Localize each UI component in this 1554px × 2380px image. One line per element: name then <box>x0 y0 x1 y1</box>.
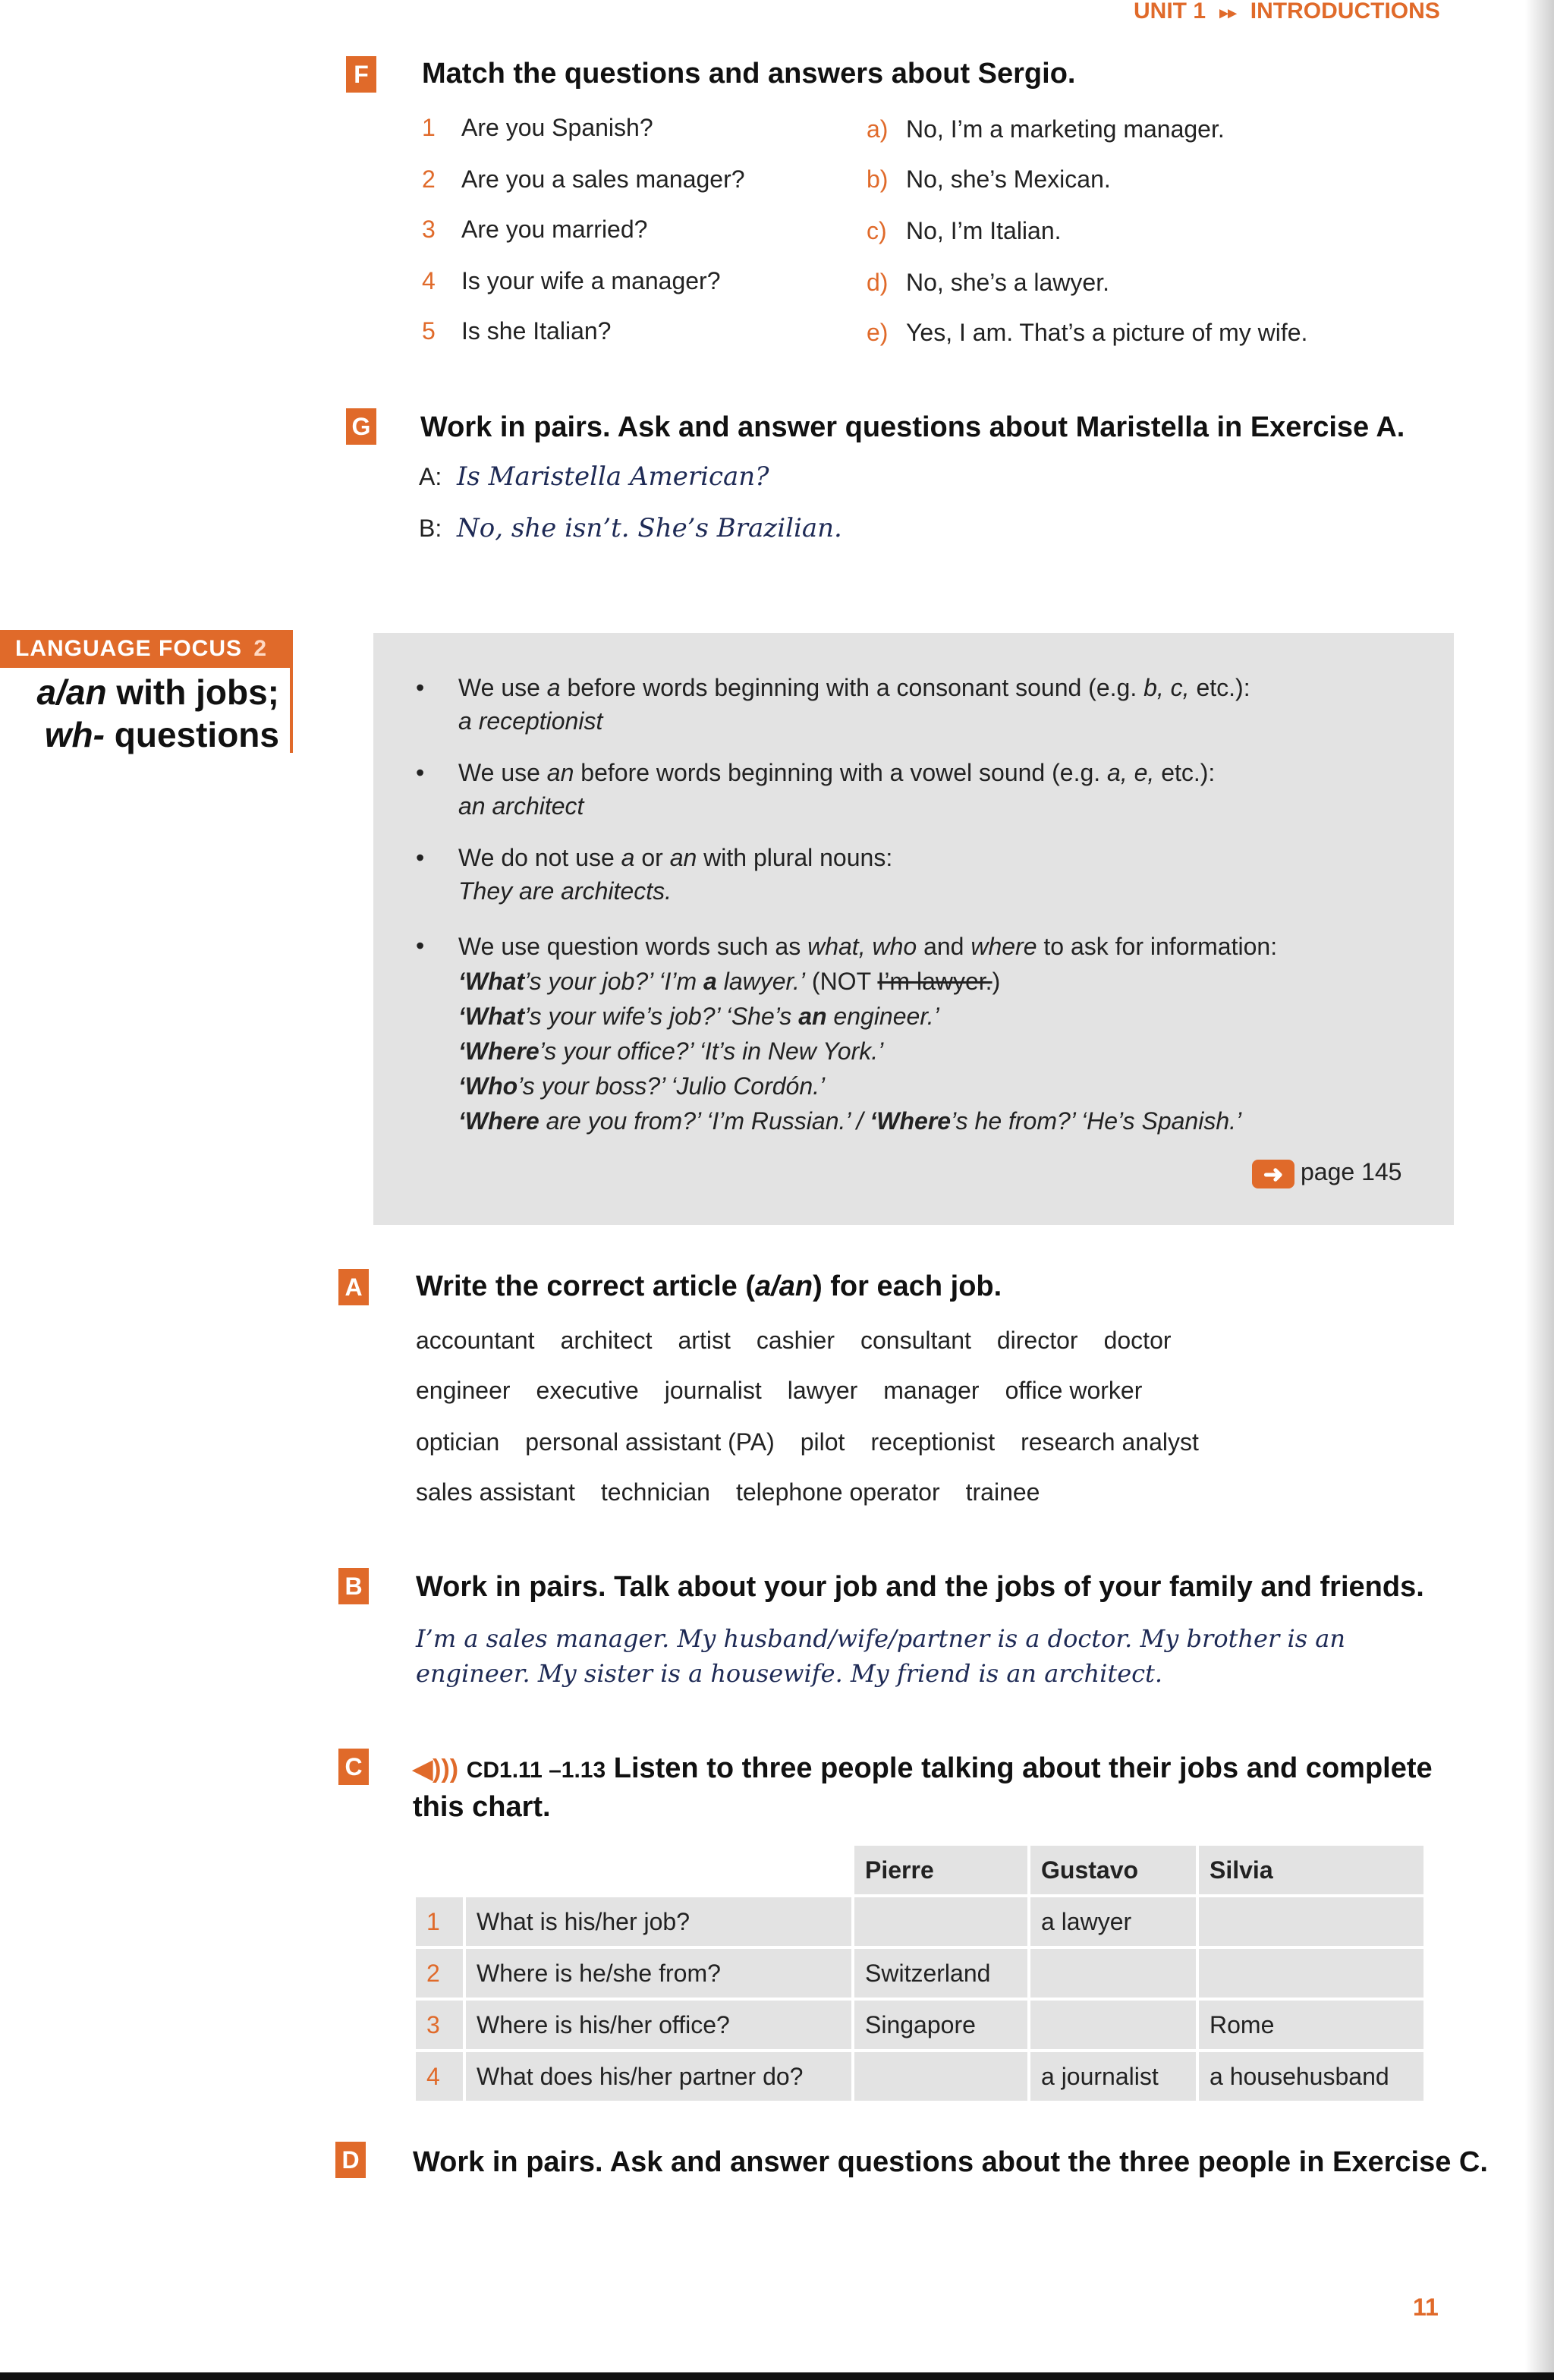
chart-cell[interactable] <box>1197 1896 1425 1947</box>
exercise-a-badge: A <box>338 1269 369 1305</box>
exercise-c-title: ◀))) CD1.11 –1.13 Listen to three people talking about their jobs and complete this chart. <box>413 1752 1433 1823</box>
cd-track-label: CD1.11 –1.13 <box>466 1758 606 1783</box>
table-row: 1 What is his/her job? a lawyer <box>414 1896 1425 1947</box>
column-silvia: Silvia <box>1197 1844 1425 1896</box>
language-focus-label: LANGUAGE FOCUS 2 <box>0 630 293 668</box>
double-arrow-icon: ▸▸ <box>1219 3 1237 22</box>
language-focus-title: a/an with jobs; wh- questions <box>36 672 279 754</box>
question-3: 3 Are you married? <box>422 216 648 243</box>
handwritten-question: Is Maristella American? <box>457 461 769 492</box>
language-focus-title-bar <box>290 668 293 753</box>
chart-cell[interactable]: Switzerland <box>853 1947 1029 1999</box>
chart-header-row <box>414 1844 1425 1896</box>
chart-cell[interactable] <box>1029 1947 1197 1999</box>
page-reference-label: page 145 <box>1301 1158 1402 1185</box>
exercise-b-badge: B <box>338 1568 369 1604</box>
chart-cell[interactable] <box>1197 1947 1425 1999</box>
handwritten-answer: No, she isn’t. She’s Brazilian. <box>457 513 842 543</box>
exercise-f-title: Match the questions and answers about Sergio. <box>422 58 1076 90</box>
listening-chart <box>413 1843 1427 2104</box>
chart-cell[interactable]: a househusband <box>1197 2051 1425 2102</box>
table-row: 3 Where is his/her office? Singapore Rome <box>414 1999 1425 2051</box>
job-list-row-1: accountant architect artist cashier consultant director doctor <box>416 1327 1172 1354</box>
exercise-d-badge: D <box>335 2142 366 2178</box>
unit-label: UNIT 1 <box>1134 0 1206 24</box>
section-label: INTRODUCTIONS <box>1250 0 1440 24</box>
exercise-d-title: Work in pairs. Ask and answer questions about the three people in Exercise C. <box>413 2146 1488 2178</box>
question-5: 5 Is she Italian? <box>422 317 612 345</box>
unit-header <box>1134 0 1440 24</box>
handwritten-example-line-1: I’m a sales manager. My husband/wife/partner is a doctor. My brother is an <box>416 1624 1345 1653</box>
job-list-row-4: sales assistant technician telephone operator trainee <box>416 1478 1040 1506</box>
chart-cell[interactable]: a journalist <box>1029 2051 1197 2102</box>
chart-cell[interactable]: a lawyer <box>1029 1896 1197 1947</box>
chart-cell[interactable] <box>853 1896 1029 1947</box>
exercise-a-title: Write the correct article (a/an) for each job. <box>416 1270 1002 1302</box>
exercise-c-badge: C <box>338 1749 369 1785</box>
job-list-row-3: optician personal assistant (PA) pilot receptionist research analyst <box>416 1428 1199 1456</box>
exercise-f-badge: F <box>346 56 376 93</box>
question-1: 1 Are you Spanish? <box>422 114 653 141</box>
dialogue-b: B: No, she isn’t. She’s Brazilian. <box>419 513 842 543</box>
dialogue-a: A: Is Maristella American? <box>419 461 769 492</box>
job-list-row-2: engineer executive journalist lawyer manager office worker <box>416 1377 1143 1404</box>
column-pierre: Pierre <box>853 1844 1029 1896</box>
page-bottom-edge <box>0 2372 1554 2380</box>
page-number: 11 <box>1413 2293 1439 2321</box>
table-row: 4 What does his/her partner do? a journalist a househusband <box>414 2051 1425 2102</box>
exercise-g-badge: G <box>346 408 376 445</box>
answer-a: a) No, I’m a marketing manager. <box>867 115 1225 143</box>
column-gustavo: Gustavo <box>1029 1844 1197 1896</box>
chart-cell[interactable] <box>1029 1999 1197 2051</box>
exercise-g-title: Work in pairs. Ask and answer questions about Maristella in Exercise A. <box>420 411 1405 443</box>
chart-cell[interactable]: Rome <box>1197 1999 1425 2051</box>
answer-d: d) No, she’s a lawyer. <box>867 269 1109 296</box>
chart-cell[interactable]: Singapore <box>853 1999 1029 2051</box>
handwritten-example-line-2: engineer. My sister is a housewife. My friend is an architect. <box>416 1659 1163 1688</box>
page-reference-link[interactable] <box>1252 1158 1401 1188</box>
question-2: 2 Are you a sales manager? <box>422 165 745 193</box>
question-4: 4 Is your wife a manager? <box>422 267 721 294</box>
arrow-right-icon: ➜ <box>1252 1160 1294 1188</box>
exercise-b-title: Work in pairs. Talk about your job and the jobs of your family and friends. <box>416 1571 1424 1603</box>
table-row: 2 Where is he/she from? Switzerland <box>414 1947 1425 1999</box>
answer-b: b) No, she’s Mexican. <box>867 165 1111 193</box>
chart-cell[interactable] <box>853 2051 1029 2102</box>
answer-c: c) No, I’m Italian. <box>867 217 1062 244</box>
page-edge <box>1525 0 1554 2380</box>
audio-speaker-icon[interactable]: ◀))) <box>413 1755 459 1783</box>
answer-e: e) Yes, I am. That’s a picture of my wife. <box>867 319 1308 346</box>
